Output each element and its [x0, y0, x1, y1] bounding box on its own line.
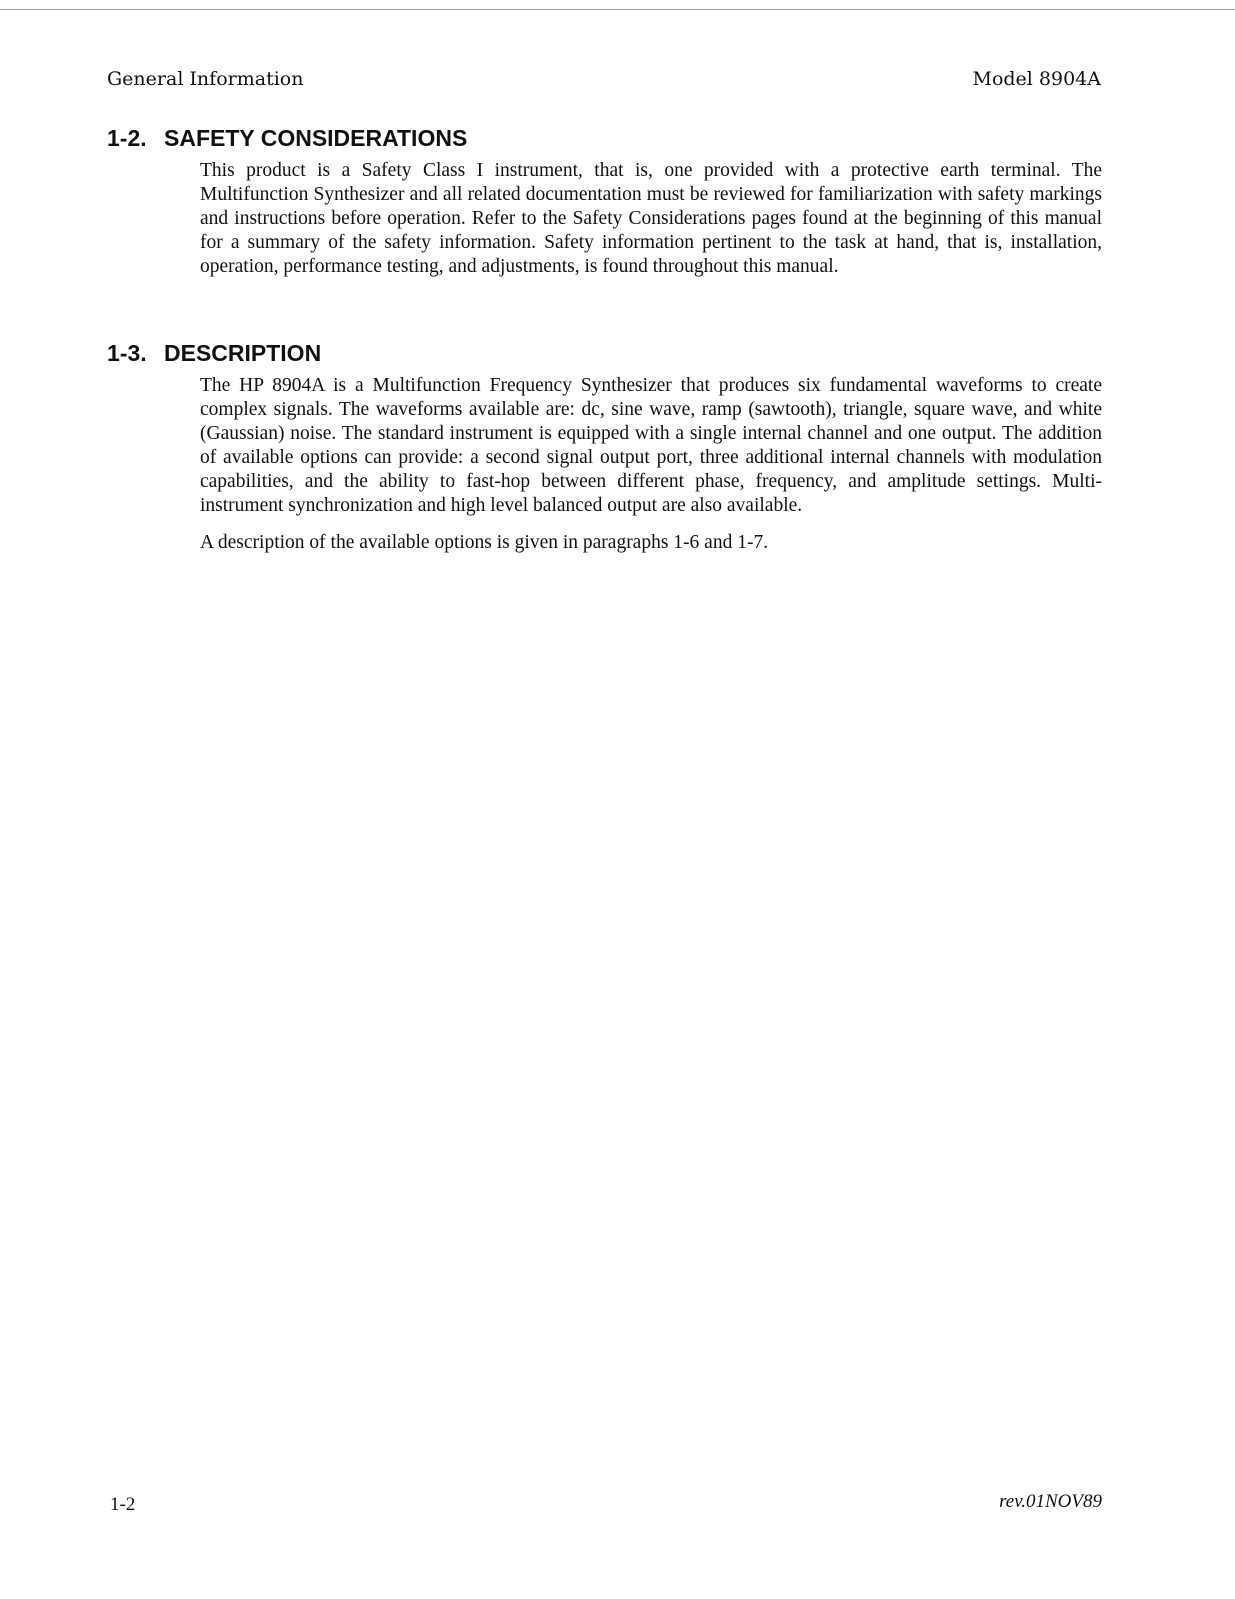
- section-number: 1-2.: [107, 125, 147, 151]
- page-number: 1-2: [110, 1494, 136, 1515]
- section-heading: [107, 339, 1102, 367]
- section-title: SAFETY CONSIDERATIONS: [164, 125, 468, 151]
- section-description: [107, 339, 1102, 568]
- section-body: [200, 374, 1102, 555]
- paragraph: The HP 8904A is a Multifunction Frequency Synthesizer that produces six fundamental waveforms to create complex signals. The waveforms available are: dc, sine wave, ramp (sawtooth), triangle, square wave, and white (Gaussian) noise. The standard instrument is equipped with a single internal channel and one output. The addition of available options can provide: a second signal output port, three additional internal channels with modulation capabilities, and the ability to fast-hop between different phase, frequency, and amplitude settings. Multi-instrument synchronization and high level balanced output are also available.: [200, 375, 1102, 516]
- section-title: DESCRIPTION: [164, 340, 322, 366]
- revision-label: rev.01NOV89: [999, 1491, 1102, 1512]
- section-body: [200, 159, 1102, 279]
- running-header-model: Model 8904A: [972, 68, 1101, 90]
- running-header-section: General Information: [107, 68, 304, 90]
- paragraph: This product is a Safety Class I instrument, that is, one provided with a protective earth terminal. The Multifunction Synthesizer and all related documentation must be reviewed for familiarization with safety markings and instructions before operation. Refer to the Safety Considerations pages found at the beginning of this manual for a summary of the safety information. Safety information pertinent to the task at hand, that is, installation, operation, performance testing, and adjustments, is found throughout this manual.: [200, 160, 1102, 277]
- section-heading: [107, 124, 1102, 152]
- section-number: 1-3.: [107, 340, 147, 366]
- paragraph: A description of the available options is given in paragraphs 1-6 and 1-7.: [200, 532, 769, 553]
- section-safety-considerations: [107, 124, 1102, 292]
- top-rule: [0, 9, 1235, 10]
